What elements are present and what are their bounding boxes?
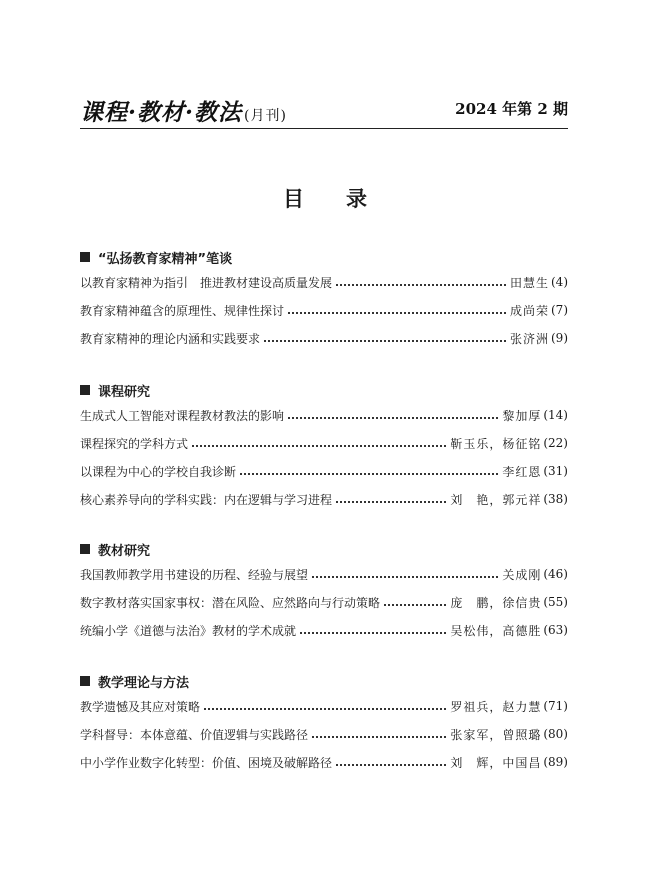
- entry-author: 张济洲: [509, 331, 549, 346]
- toc-section: [80, 379, 568, 513]
- entry-author: 吴松伟，高德胜: [450, 623, 542, 638]
- dot-leader: [192, 445, 446, 447]
- toc-entry[interactable]: [80, 588, 568, 616]
- toc-entry[interactable]: [80, 457, 568, 485]
- toc-section: [80, 538, 568, 644]
- entry-author: 罗祖兵，赵力慧: [450, 699, 542, 714]
- entry-author: 李红恩: [502, 464, 542, 479]
- entry-title: 核心素养导向的学科实践：内在逻辑与学习进程: [80, 492, 333, 507]
- dot-leader: [288, 417, 498, 419]
- entry-page: (55): [543, 595, 568, 609]
- entry-title: 以课程为中心的学校自我诊断: [80, 464, 237, 479]
- section-heading-label: 教学理论与方法: [98, 675, 190, 691]
- dot-leader: [300, 632, 446, 634]
- dot-leader: [264, 340, 506, 342]
- entry-page: (80): [543, 727, 568, 741]
- dot-leader: [336, 764, 446, 766]
- entry-author: 黎加厚: [502, 408, 542, 423]
- entry-title: 中小学作业数字化转型：价值、困境及破解路径: [80, 755, 333, 770]
- entry-author: 庞 鹏，徐信贵: [450, 595, 542, 610]
- entry-title: 生成式人工智能对课程教材教法的影响: [80, 408, 285, 423]
- entry-title: 我国教师教学用书建设的历程、经验与展望: [80, 567, 309, 582]
- dot-leader: [336, 501, 446, 503]
- section-heading: [80, 670, 568, 692]
- toc-entry[interactable]: [80, 296, 568, 324]
- dot-leader: [288, 312, 506, 314]
- dot-leader: [336, 284, 506, 286]
- toc-entry[interactable]: [80, 429, 568, 457]
- entry-author: 刘 辉，中国昌: [450, 755, 542, 770]
- journal-subtitle: (月刊): [244, 108, 287, 124]
- entry-author: 张家军，曾照璐: [450, 727, 542, 742]
- toc-entry[interactable]: [80, 720, 568, 748]
- entry-author: 刘 艳，郭元祥: [450, 492, 542, 507]
- toc-entry[interactable]: [80, 692, 568, 720]
- entry-title: 学科督导：本体意蕴、价值逻辑与实践路径: [80, 727, 309, 742]
- toc-entry[interactable]: [80, 324, 568, 352]
- dot-leader: [312, 736, 446, 738]
- entry-page: (63): [543, 623, 568, 637]
- entry-page: (7): [551, 303, 568, 317]
- journal-title: [80, 94, 287, 127]
- journal-name: 课程·教材·教法: [80, 99, 243, 126]
- square-bullet-icon: [80, 676, 90, 686]
- entry-page: (71): [543, 699, 568, 713]
- entry-page: (89): [543, 755, 568, 769]
- entry-title: 统编小学《道德与法治》教材的学术成就: [80, 623, 297, 638]
- section-heading: [80, 246, 568, 268]
- square-bullet-icon: [80, 252, 90, 262]
- entry-author: 田慧生: [509, 275, 549, 290]
- entry-title: 以教育家精神为指引 推进教材建设高质量发展: [80, 275, 333, 290]
- toc-title: 目录: [283, 186, 409, 211]
- header-rule: [80, 128, 568, 129]
- toc-entry[interactable]: [80, 616, 568, 644]
- section-heading-label: “弘扬教育家精神”笔谈: [98, 251, 233, 267]
- section-heading: [80, 538, 568, 560]
- dot-leader: [204, 708, 446, 710]
- entry-page: (31): [543, 464, 568, 478]
- entry-title: 课程探究的学科方式: [80, 436, 189, 451]
- journal-header: [80, 94, 568, 126]
- entry-page: (46): [543, 567, 568, 581]
- issue-number: 2024 年第 2 期: [455, 100, 568, 118]
- entry-page: (14): [543, 408, 568, 422]
- toc-entry[interactable]: [80, 268, 568, 296]
- entry-title: 教育家精神蕴含的原理性、规律性探讨: [80, 303, 285, 318]
- square-bullet-icon: [80, 385, 90, 395]
- dot-leader: [312, 576, 498, 578]
- entry-page: (9): [551, 331, 568, 345]
- entry-page: (22): [543, 436, 568, 450]
- entry-title: 教育家精神的理论内涵和实践要求: [80, 331, 261, 346]
- entry-author: 成尚荣: [509, 303, 549, 318]
- toc-entry[interactable]: [80, 560, 568, 588]
- section-heading-label: 课程研究: [98, 384, 151, 400]
- entry-page: (4): [551, 275, 568, 289]
- toc-entry[interactable]: [80, 748, 568, 776]
- section-heading: [80, 379, 568, 401]
- dot-leader: [384, 604, 446, 606]
- entry-title: 教学遗憾及其应对策略: [80, 699, 201, 714]
- toc-section: [80, 670, 568, 776]
- entry-page: (38): [543, 492, 568, 506]
- dot-leader: [240, 473, 498, 475]
- toc-entry[interactable]: [80, 485, 568, 513]
- square-bullet-icon: [80, 544, 90, 554]
- toc-entry[interactable]: [80, 401, 568, 429]
- entry-author: 关成刚: [502, 567, 542, 582]
- section-heading-label: 教材研究: [98, 543, 151, 559]
- toc-section: [80, 246, 568, 352]
- entry-author: 靳玉乐，杨征铭: [450, 436, 542, 451]
- entry-title: 数字教材落实国家事权：潜在风险、应然路向与行动策略: [80, 595, 381, 610]
